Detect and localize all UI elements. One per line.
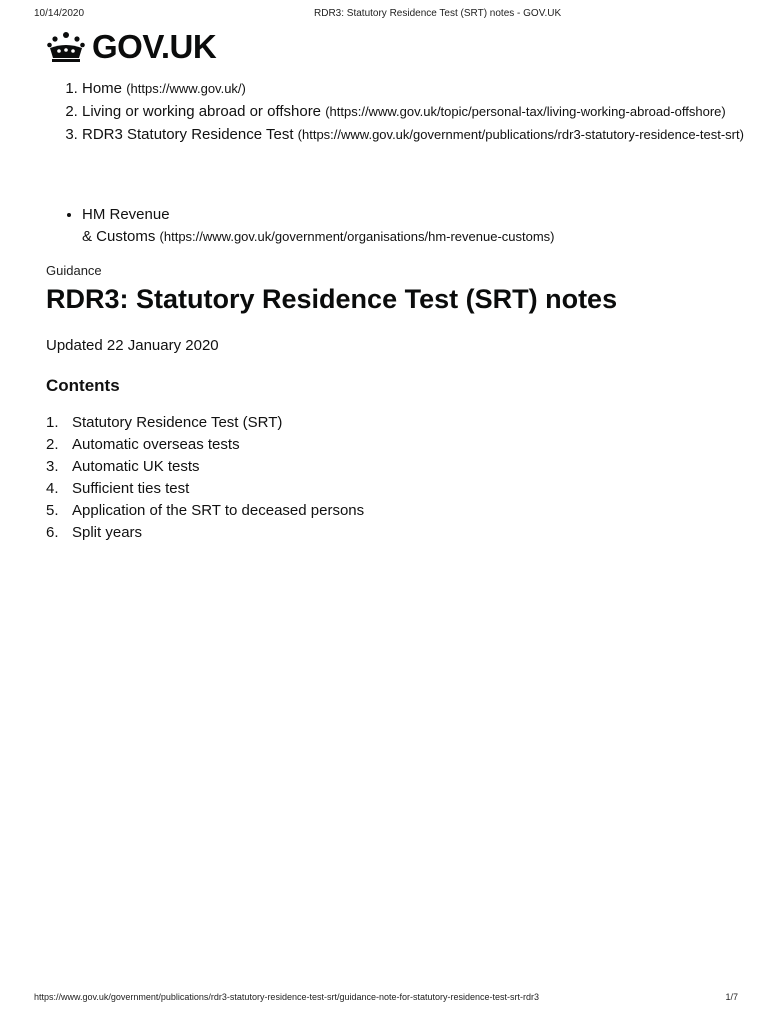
contents-item-number: 2. xyxy=(46,436,59,453)
organisation-url: (https://www.gov.uk/government/organisations/hm-revenue-customs) xyxy=(159,229,555,244)
organisation-item-hmrc[interactable] xyxy=(82,204,762,248)
contents-link-sufficient-ties-test[interactable]: Sufficient ties test xyxy=(72,480,190,497)
contents-item[interactable] xyxy=(46,500,364,522)
contents-item[interactable] xyxy=(46,478,364,500)
contents-link-automatic-overseas-tests[interactable]: Automatic overseas tests xyxy=(72,436,240,453)
updated-date: Updated 22 January 2020 xyxy=(46,337,219,354)
breadcrumb-link-home[interactable]: Home xyxy=(82,80,123,97)
contents-item[interactable] xyxy=(46,434,364,456)
contents-heading: Contents xyxy=(46,376,120,395)
contents-item[interactable] xyxy=(46,522,364,544)
organisation-list xyxy=(62,204,762,248)
govuk-wordmark: GOV.UK xyxy=(92,28,217,65)
breadcrumb-url: (https://www.gov.uk/government/publications/rdr3-statutory-residence-test-srt) xyxy=(297,127,744,142)
breadcrumb xyxy=(62,78,762,147)
breadcrumb-item-home[interactable] xyxy=(82,78,762,100)
breadcrumb-url: (https://www.gov.uk/) xyxy=(126,81,246,96)
contents-item[interactable] xyxy=(46,456,364,478)
contents-item-number: 5. xyxy=(46,502,59,519)
breadcrumb-url: (https://www.gov.uk/topic/personal-tax/living-working-abroad-offshore) xyxy=(325,104,726,119)
contents-link-deceased-persons[interactable]: Application of the SRT to deceased persons xyxy=(72,502,365,519)
organisation-link-hmrc-line2[interactable]: & Customs xyxy=(82,228,156,245)
contents-item-number: 3. xyxy=(46,458,59,475)
print-page-number: 1/7 xyxy=(725,992,738,1002)
print-header xyxy=(34,8,728,22)
contents-link-automatic-uk-tests[interactable]: Automatic UK tests xyxy=(72,458,200,475)
breadcrumb-link-living-working-abroad[interactable]: Living or working abroad or offshore xyxy=(82,103,322,120)
organisation-line2 xyxy=(82,226,762,248)
contents-link-split-years[interactable]: Split years xyxy=(72,524,143,541)
breadcrumb-link-rdr3[interactable]: RDR3 Statutory Residence Test xyxy=(82,126,294,143)
print-footer xyxy=(34,992,738,1002)
contents-item-number: 1. xyxy=(46,414,59,431)
page-title: RDR3: Statutory Residence Test (SRT) notes xyxy=(46,284,618,314)
print-page-title: RDR3: Statutory Residence Test (SRT) notes - GOV.UK xyxy=(314,8,562,19)
print-date: 10/14/2020 xyxy=(34,8,85,19)
print-footer-url: https://www.gov.uk/government/publications/rdr3-statutory-residence-test-srt/guidance-note-for-statutory-residence-test-srt-rdr3 xyxy=(34,992,540,1002)
contents-item[interactable] xyxy=(46,412,364,434)
contents-item-number: 4. xyxy=(46,480,59,497)
govuk-logo[interactable] xyxy=(46,28,216,66)
organisation-link-hmrc-line1[interactable]: • HM Revenue xyxy=(82,206,170,223)
breadcrumb-item-rdr3[interactable] xyxy=(82,124,762,146)
document-type-caption: Guidance xyxy=(46,263,102,278)
contents-link-srt[interactable]: Statutory Residence Test (SRT) xyxy=(72,414,283,431)
crown-icon xyxy=(46,30,86,64)
contents-list xyxy=(46,412,364,544)
contents-item-number: 6. xyxy=(46,524,59,541)
breadcrumb-item-living-working-abroad[interactable] xyxy=(82,101,762,123)
